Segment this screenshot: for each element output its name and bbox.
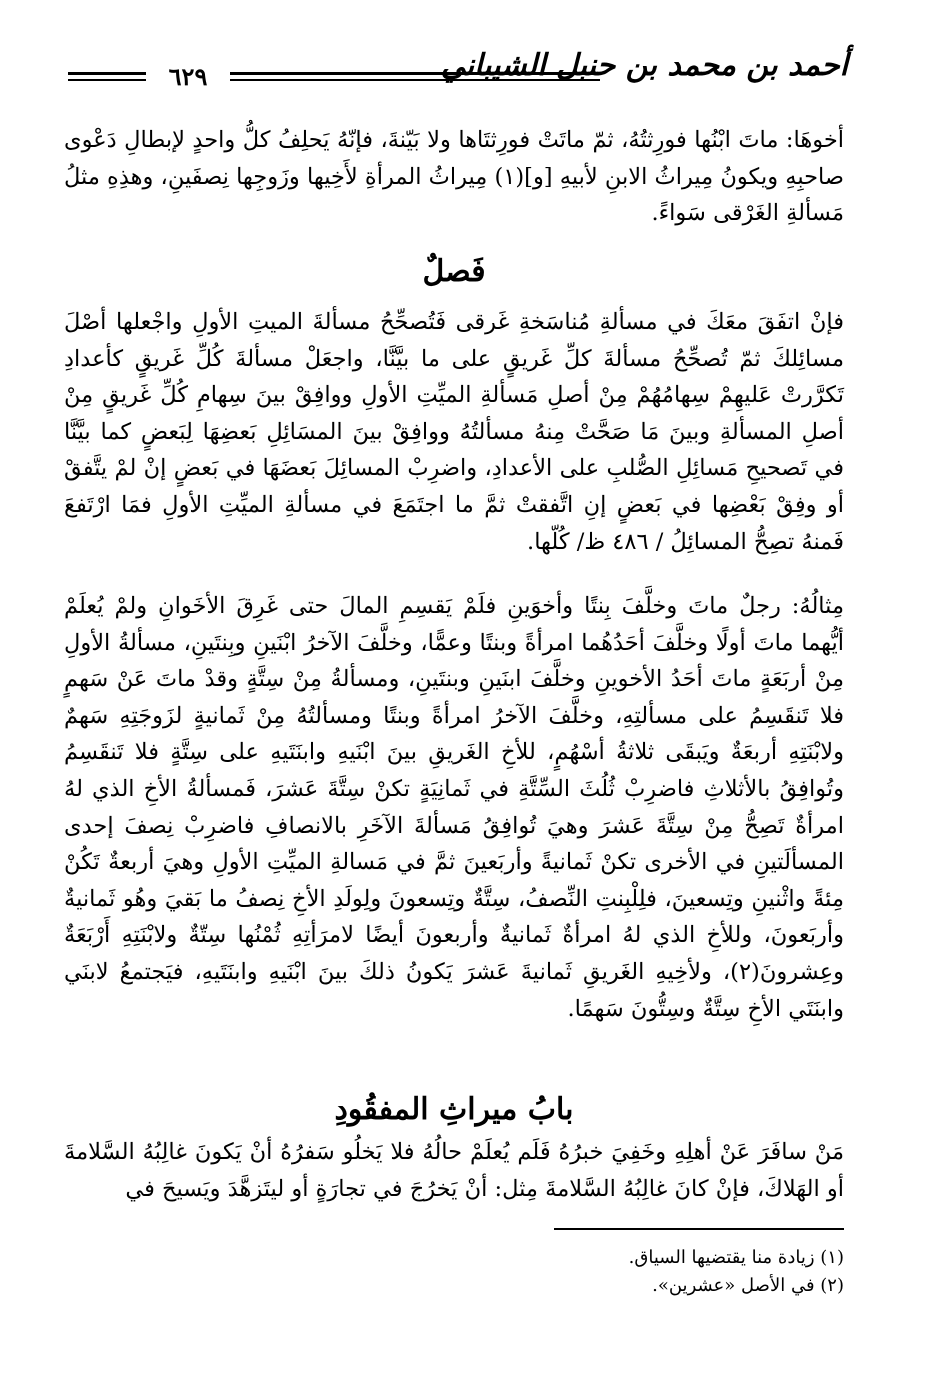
chapter-heading-missing-inheritance: بابُ ميراثِ المفقُودِ (334, 1092, 574, 1127)
footnotes (144, 1244, 844, 1300)
running-title: أحمد بن محمد بن حنبل الشيباني (440, 48, 848, 83)
paragraph-1-text: أخوهَا: ماتَ ابْنُها فورِثتُهُ، ثمّ ماتَتْ فورِثتَاها ولا بَيّنةَ، فإنّهُ يَحلِفُ كلُّ واحدٍ لإبطالِ دَعْوى صاحبِهِ ويكونُ مِيراثُ الابنِ لأبيهِ [و](١) مِيراثُ المرأةِ لأَخِيها وزَوجِها نِصفَينِ، وهذِهِ مثلُ مَسألةِ الغَرْقى سَواءً. (64, 127, 844, 227)
paragraph-3-text: مِثالُهُ: رجلٌ ماتَ وخلَّفَ بِنتًا وأخوَينِ فلَمْ يَقسِمِ المالَ حتى غَرِقَ الأخَوانِ ولمْ يُعلَمْ أيُّهما ماتَ أولًا وخلَّفَ أحَدُهُما امرأةً وبنتًا وعمًّا، وخلَّفَ الآخرُ ابْنَينِ وبِنتَينِ، مسألةُ الأولِ مِنْ أربَعَةٍ ماتَ أحَدُ الأخوينِ وخلَّفَ ابنَينِ وبنتَينِ، ومسألةُ مِنْ سِتَّةٍ وقدْ ماتَ عَنْ سَهمٍ فلا تَنقَسِمُ على مسألتِهِ، وخلَّفَ الآخرُ امرأةً وبنتًا ومسألتُهُ مِنْ ثَمانيةٍ لزَوجَتِهِ سَهمٌ ولابْنَتِهِ أربعَةٌ ويَبقَى ثلاثةُ أسْهُمٍ، للأخِ الغَريقِ بينَ ابْنَيهِ وابنَتَيهِ على سِتَّةٍ فلا تَنقَسِمُ وتُوافِقُ بالأثلاثِ فاضرِبْ ثُلُثَ السِّتَّةِ في ثَمانِيَةٍ تكنْ سِتَّةَ عَشرَ، فَمسألةُ الأخِ الذي لهُ امرأةٌ تَصِحُّ مِنْ سِتَّةَ عَشرَ وهيَ تُوافِقُ مَسألةَ الآخَرِ بالانصافِ فاضرِبْ نِصفَ إحدى المسألَتينِ في الأخرى تكنْ ثَمانيةً وأربَعينَ ثمَّ في مَسالةِ الميِّتِ الأولِ وهيَ أربعةٌ تَكُنْ مِئةً واثْنينِ وتِسعينَ، فلِلْبِنتِ النِّصفُ، سِتَّةٌ وتِسعونَ ولِولَدِ الأخِ نِصفُ ما بَقيَ وهُو ثَمانيةٌ وأربَعونَ، وللأخِ الذي لهُ امرأةٌ ثَمانيةٌ وأربعونَ أيضًا لامرَأتِهِ ثُمْنُها سِتّةٌ ولابْنَتِهِ أَرْبَعَةٌ وعِشرونَ(٢)، ولأخِيهِ الغَريقِ ثَمانيةَ عَشرَ يَكونُ ذلكَ بينَ ابْنَيهِ وابنَتَيهِ، فيَجتمعُ لابنَي وابنَتَي الأخِ سِتَّةٌ وسِتُّونَ سَهمًا. (64, 593, 844, 1022)
footnote-1: (١) زيادة منا يقتضيها السياق. (628, 1247, 844, 1268)
footnote-separator (554, 1228, 844, 1230)
paragraph-4 (64, 1134, 844, 1207)
paragraph-3 (64, 588, 844, 1027)
footnote-2: (٢) في الأصل «عشرين». (652, 1275, 844, 1296)
section-heading-fasl: فَصلٌ (422, 254, 486, 289)
page-header (68, 42, 848, 102)
paragraph-2-text: فإنْ اتفَقَ معَكَ في مسألةِ مُناسَخةِ غَرقى فَتُصحِّحُ مسألةَ الميتِ الأولِ واجْعلها أصْلَ مسائِلكَ ثمّ تُصحِّحُ مسألةَ كلِّ غَريقٍ على ما بيَّنَّا، واجعَلْ مسألةَ كُلِّ غَريقٍ كأعدادِ تَكرَّرتْ عَليهِمْ سِهامُهُمْ مِنْ أصلِ مَسألةِ الميِّتِ الأولِ ووافِقْ بينَ سِهامِ كُلِّ غَريقٍ مِنْ أصلِ المسألةِ وبينَ مَا صَحَّتْ مِنهُ مسألتُهُ ووافِقْ بينَ المسَائِلِ بَعضِهَا لِبَعضٍ كما بيَّنَّا في تَصحيحِ مَسائِلِ الصُّلبِ على الأعدادِ، واضرِبْ المسائِلَ بَعضَهَا في بَعضٍ إنْ لمْ يتَّفقْ أو وفِقْ بَعْضِها في بَعضٍ إنِ اتَّفقتْ ثمَّ ما اجتَمَعَ في مسألةِ الميِّتِ الأولِ فمَا ارْتَفعَ فَمنهُ تصِحُّ المسائِلُ / ٤٨٦ ظ/ كُلّها. (64, 309, 844, 555)
page-number: ٦٢٩ (168, 62, 208, 91)
paragraph-2 (64, 304, 844, 560)
paragraph-1 (64, 122, 844, 232)
paragraph-4-text: مَنْ سافَرَ عَنْ أهلِهِ وخَفِيَ خبرُهُ فَلَم يُعلَمْ حالُهُ فلا يَخلُو سَفرُهُ أنْ يَكونَ غالِبُهُ السَّلامةَ أو الهَلاكَ، فإنْ كانَ غالِبُهُ السَّلامةَ مِثل: أنْ يَخرُجَ في تجارَةٍ أو ليتَزهَّدَ ويَسيحَ في (64, 1139, 844, 1202)
header-rule-right (230, 72, 600, 81)
header-rule-left (68, 72, 146, 81)
